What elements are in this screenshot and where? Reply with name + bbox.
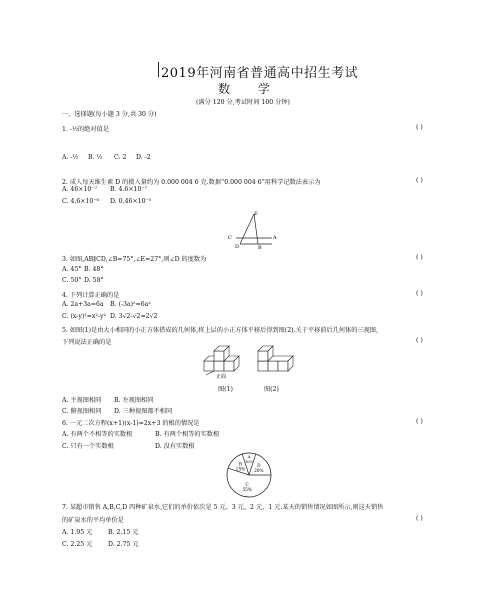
pie-label-b: B: [238, 461, 242, 467]
q7-pie-chart: [224, 450, 274, 500]
exam-title: 2019年河南省普通高中招生考试: [161, 66, 359, 81]
q7-option-d: D. 2.75 元: [108, 541, 139, 548]
q5-option-d: D. 三种视图都不相同: [114, 408, 173, 415]
q7-option-a: A. 1.95 元: [62, 529, 93, 536]
q5-fig2-caption: 图(2): [264, 386, 279, 393]
q1-stem: 1. -½的绝对值是: [62, 126, 109, 133]
q5-front-label: 正面: [216, 374, 227, 380]
q2-answer-paren[interactable]: ( ): [416, 177, 423, 184]
q3-label-d: D: [235, 244, 240, 250]
q5-option-c: C. 俯视图相同: [62, 408, 102, 415]
q7-option-c: C. 2.25 元: [62, 541, 93, 548]
q5-figure-2: [254, 345, 298, 375]
q3-figure: [228, 210, 276, 250]
q5-answer-paren[interactable]: ( ): [416, 337, 423, 344]
text-cursor: [158, 62, 159, 77]
q4-stem: 4. 下列计算正确的是: [62, 292, 120, 299]
q2-option-b: B. 4.6×10⁻⁷: [110, 186, 148, 193]
q1-option-d: D. -2: [136, 154, 151, 161]
q3-label-b: B: [258, 245, 262, 251]
q6-stem: 6. 一元二次方程(x+1)(x-1)=2x+3 的根的情况是: [62, 420, 200, 427]
subject-title: 数 学: [218, 82, 282, 96]
q1-answer-paren[interactable]: ( ): [416, 124, 423, 131]
q3-label-e: E: [254, 211, 258, 217]
q3-label-a: A: [273, 235, 277, 241]
q6-option-b: B. 有两个相等的实数根: [155, 431, 220, 438]
q2-stem: 2. 成人每天维生素 D 的摄入量约为 0.000 004 6 克.数据“0.000 004 6”用科学记数法表示为: [62, 179, 321, 186]
q4-answer-paren[interactable]: ( ): [416, 290, 423, 297]
q3-label-c: C: [228, 235, 232, 241]
q5-option-a: A. 主视图相同: [62, 397, 102, 404]
q2-option-d: D. 0.46×10⁻⁵: [110, 198, 152, 205]
q4-option-b: B. (-3a)²=6a²: [110, 301, 151, 308]
q1-option-b: B. ½: [88, 154, 103, 161]
q3-option-d: D. 58°: [84, 277, 104, 284]
q3-stem: 3. 如图,AB∥CD,∠B=75°,∠E=27°,则∠D 的度数为: [62, 256, 207, 263]
q3-option-b: B. 48°: [84, 266, 104, 273]
pie-value-a: 10%: [245, 460, 253, 465]
q3-option-a: A. 45°: [62, 266, 82, 273]
pie-value-c: 55%: [242, 486, 252, 492]
q5-fig1-caption: 图(1): [218, 386, 233, 393]
q7-stem-line1: 7. 某超市销售 A,B,C,D 四种矿泉水,它们的单价依次是 5 元、3 元、2 元、1 元.某天的销售情况如图所示,则这天销售: [62, 504, 384, 511]
pie-label-c: C: [245, 481, 249, 487]
q5-stem-line1: 5. 如图(1)是由大小相同的小正方体搭成的几何体,将上层的小正方体平移后得到图(2).关于平移前后几何体的三视图,: [62, 327, 378, 334]
q1-option-c: C. 2: [114, 154, 127, 161]
q6-option-c: C. 只有一个实数根: [62, 443, 114, 450]
q1-option-a: A. -½: [62, 154, 79, 161]
q3-answer-paren[interactable]: ( ): [416, 254, 423, 261]
q7-stem-line2: 的矿泉水的平均单价是: [62, 517, 124, 524]
q5-option-b: B. 左视图相同: [114, 397, 154, 404]
pie-value-b: 15%: [235, 466, 246, 472]
q2-option-c: C. 4.6×10⁻⁶: [62, 198, 100, 205]
q6-answer-paren[interactable]: ( ): [416, 418, 423, 425]
q3-option-c: C. 50°: [62, 277, 82, 284]
q5-stem-line2: 下列说法正确的是: [62, 339, 112, 346]
q7-answer-paren[interactable]: ( ): [416, 515, 423, 522]
section-heading: 一、选择题(每小题 3 分,共 30 分): [62, 111, 157, 118]
exam-note: (满分 120 分,考试时间 100 分钟): [196, 99, 290, 106]
pie-label-d: D: [257, 462, 261, 468]
q7-option-b: B. 2.15 元: [108, 529, 139, 536]
pie-label-a: A: [247, 455, 251, 460]
q5-figure-1: [200, 345, 248, 379]
q4-option-c: C. (x-y)²=x²-y²: [62, 313, 106, 320]
q4-option-a: A. 2a+3a=6a: [62, 301, 104, 308]
pie-value-d: 20%: [254, 467, 264, 473]
q4-option-d: D. 3√2-√2=2√2: [110, 313, 158, 320]
q6-option-d: D. 没有实数根: [155, 443, 195, 450]
q6-option-a: A. 有两个不相等的实数根: [62, 431, 133, 438]
q2-option-a: A. 46×10⁻⁷: [62, 186, 98, 193]
